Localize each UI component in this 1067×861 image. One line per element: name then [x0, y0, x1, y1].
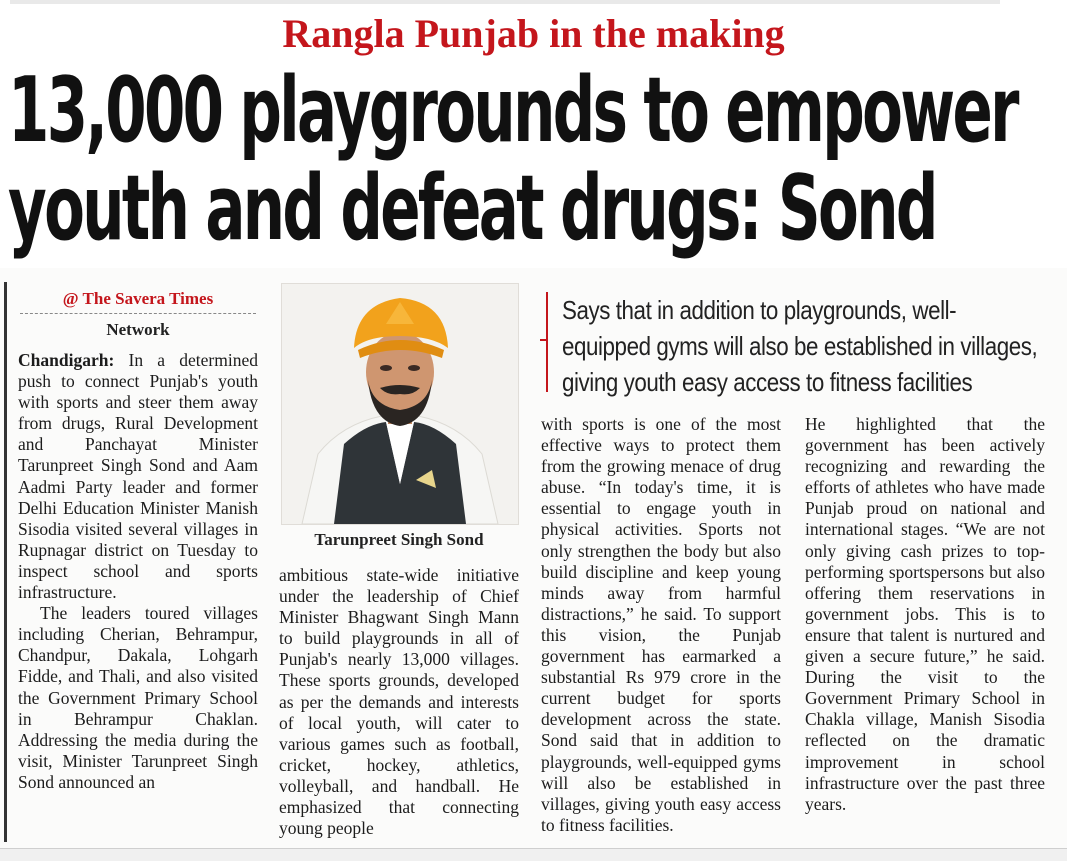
portrait-illustration: [282, 284, 518, 524]
byline: @ The Savera Times: [62, 289, 214, 308]
column-4-text: He highlighted that the government has been actively recognizing and rewarding the efforts of athletes who have made Punjab proud on national and international stages. “We are not only giving cash prizes to top-performing sportspersons but also offering them reservations in government jobs. This is to ensure that talent is nurtured and given a secure future,” he said. During the visit to the Government Primary School in Chakla village, Manish Sisodia reflected on the dramatic improvement in school infrastructure over the past three years.: [805, 414, 1045, 814]
article-column-4: [805, 414, 1045, 815]
paragraph-1: [18, 350, 258, 603]
portrait-photo: [281, 283, 519, 525]
top-strip: [10, 0, 1000, 4]
article-column-3: [541, 414, 781, 836]
paragraph-2: The leaders toured villages including Cherian, Behrampur, Chandpur, Dakala, Lohgarh Fidde, and Thali, and also visited the Government Primary School in Behrampur Chaklan. Addressing the media during the visit, Minister Tarunpreet Singh Sond announced an: [18, 603, 258, 792]
left-rule: [4, 282, 7, 842]
paragraph-1-text: In a determined push to connect Punjab's youth with sports and steer them away from drugs, Rural Development and Panchayat Minister Tarunpreet Singh Sond and Aam Aadmi Party leader and former Delhi Education Minister Manish Sisodia visited several villages in Rupnagar district on Tuesday to inspect school and sports infrastructure.: [18, 350, 258, 603]
pull-quote-line-3: giving youth easy access to fitness facilities: [562, 367, 973, 397]
headline-line-2: youth and defeat drugs: Sond: [8, 156, 936, 261]
pull-quote: [562, 292, 1038, 400]
pull-quote-line-1: Says that in addition to playgrounds, well-: [562, 295, 957, 325]
article-column-2: [279, 565, 519, 839]
byline-divider: [20, 313, 256, 314]
column-3-text: with sports is one of the most effective ways to protect them from the growing menace of drug abuse. “In today's time, it is essential to engage youth in physical activities. Sports not only strengthen the body but also build discipline and keep young minds away from harmful distractions,” he said. To support this vision, the Punjab government has earmarked a substantial Rs 979 crore in the current budget for sports development across the state. Sond said that in addition to playgrounds, well-equipped gyms will also be established in villages, giving youth easy access to fitness facilities.: [541, 414, 781, 835]
dateline: Chandigarh:: [18, 350, 115, 370]
headline-line-1: 13,000 playgrounds to empower: [8, 58, 1017, 163]
pull-quote-line-2: equipped gyms will also be established in villages,: [562, 331, 1038, 361]
pull-quote-tick: [540, 339, 548, 341]
kicker: Rangla Punjab in the making: [282, 11, 785, 56]
pull-quote-bar: [546, 292, 548, 392]
article-column-1: [18, 350, 258, 793]
bottom-band: [0, 849, 1067, 861]
byline-network: Network: [106, 320, 170, 339]
column-2-text: ambitious state-wide initiative under the leadership of Chief Minister Bhagwant Singh Mann to build playgrounds in all of Punjab's nearly 13,000 villages. These sports grounds, developed as per the demands and interests of local youth, will cater to various games such as football, cricket, hockey, athletics, volleyball, and handball. He emphasized that connecting young people: [279, 565, 519, 839]
photo-caption: Tarunpreet Singh Sond: [314, 530, 484, 549]
